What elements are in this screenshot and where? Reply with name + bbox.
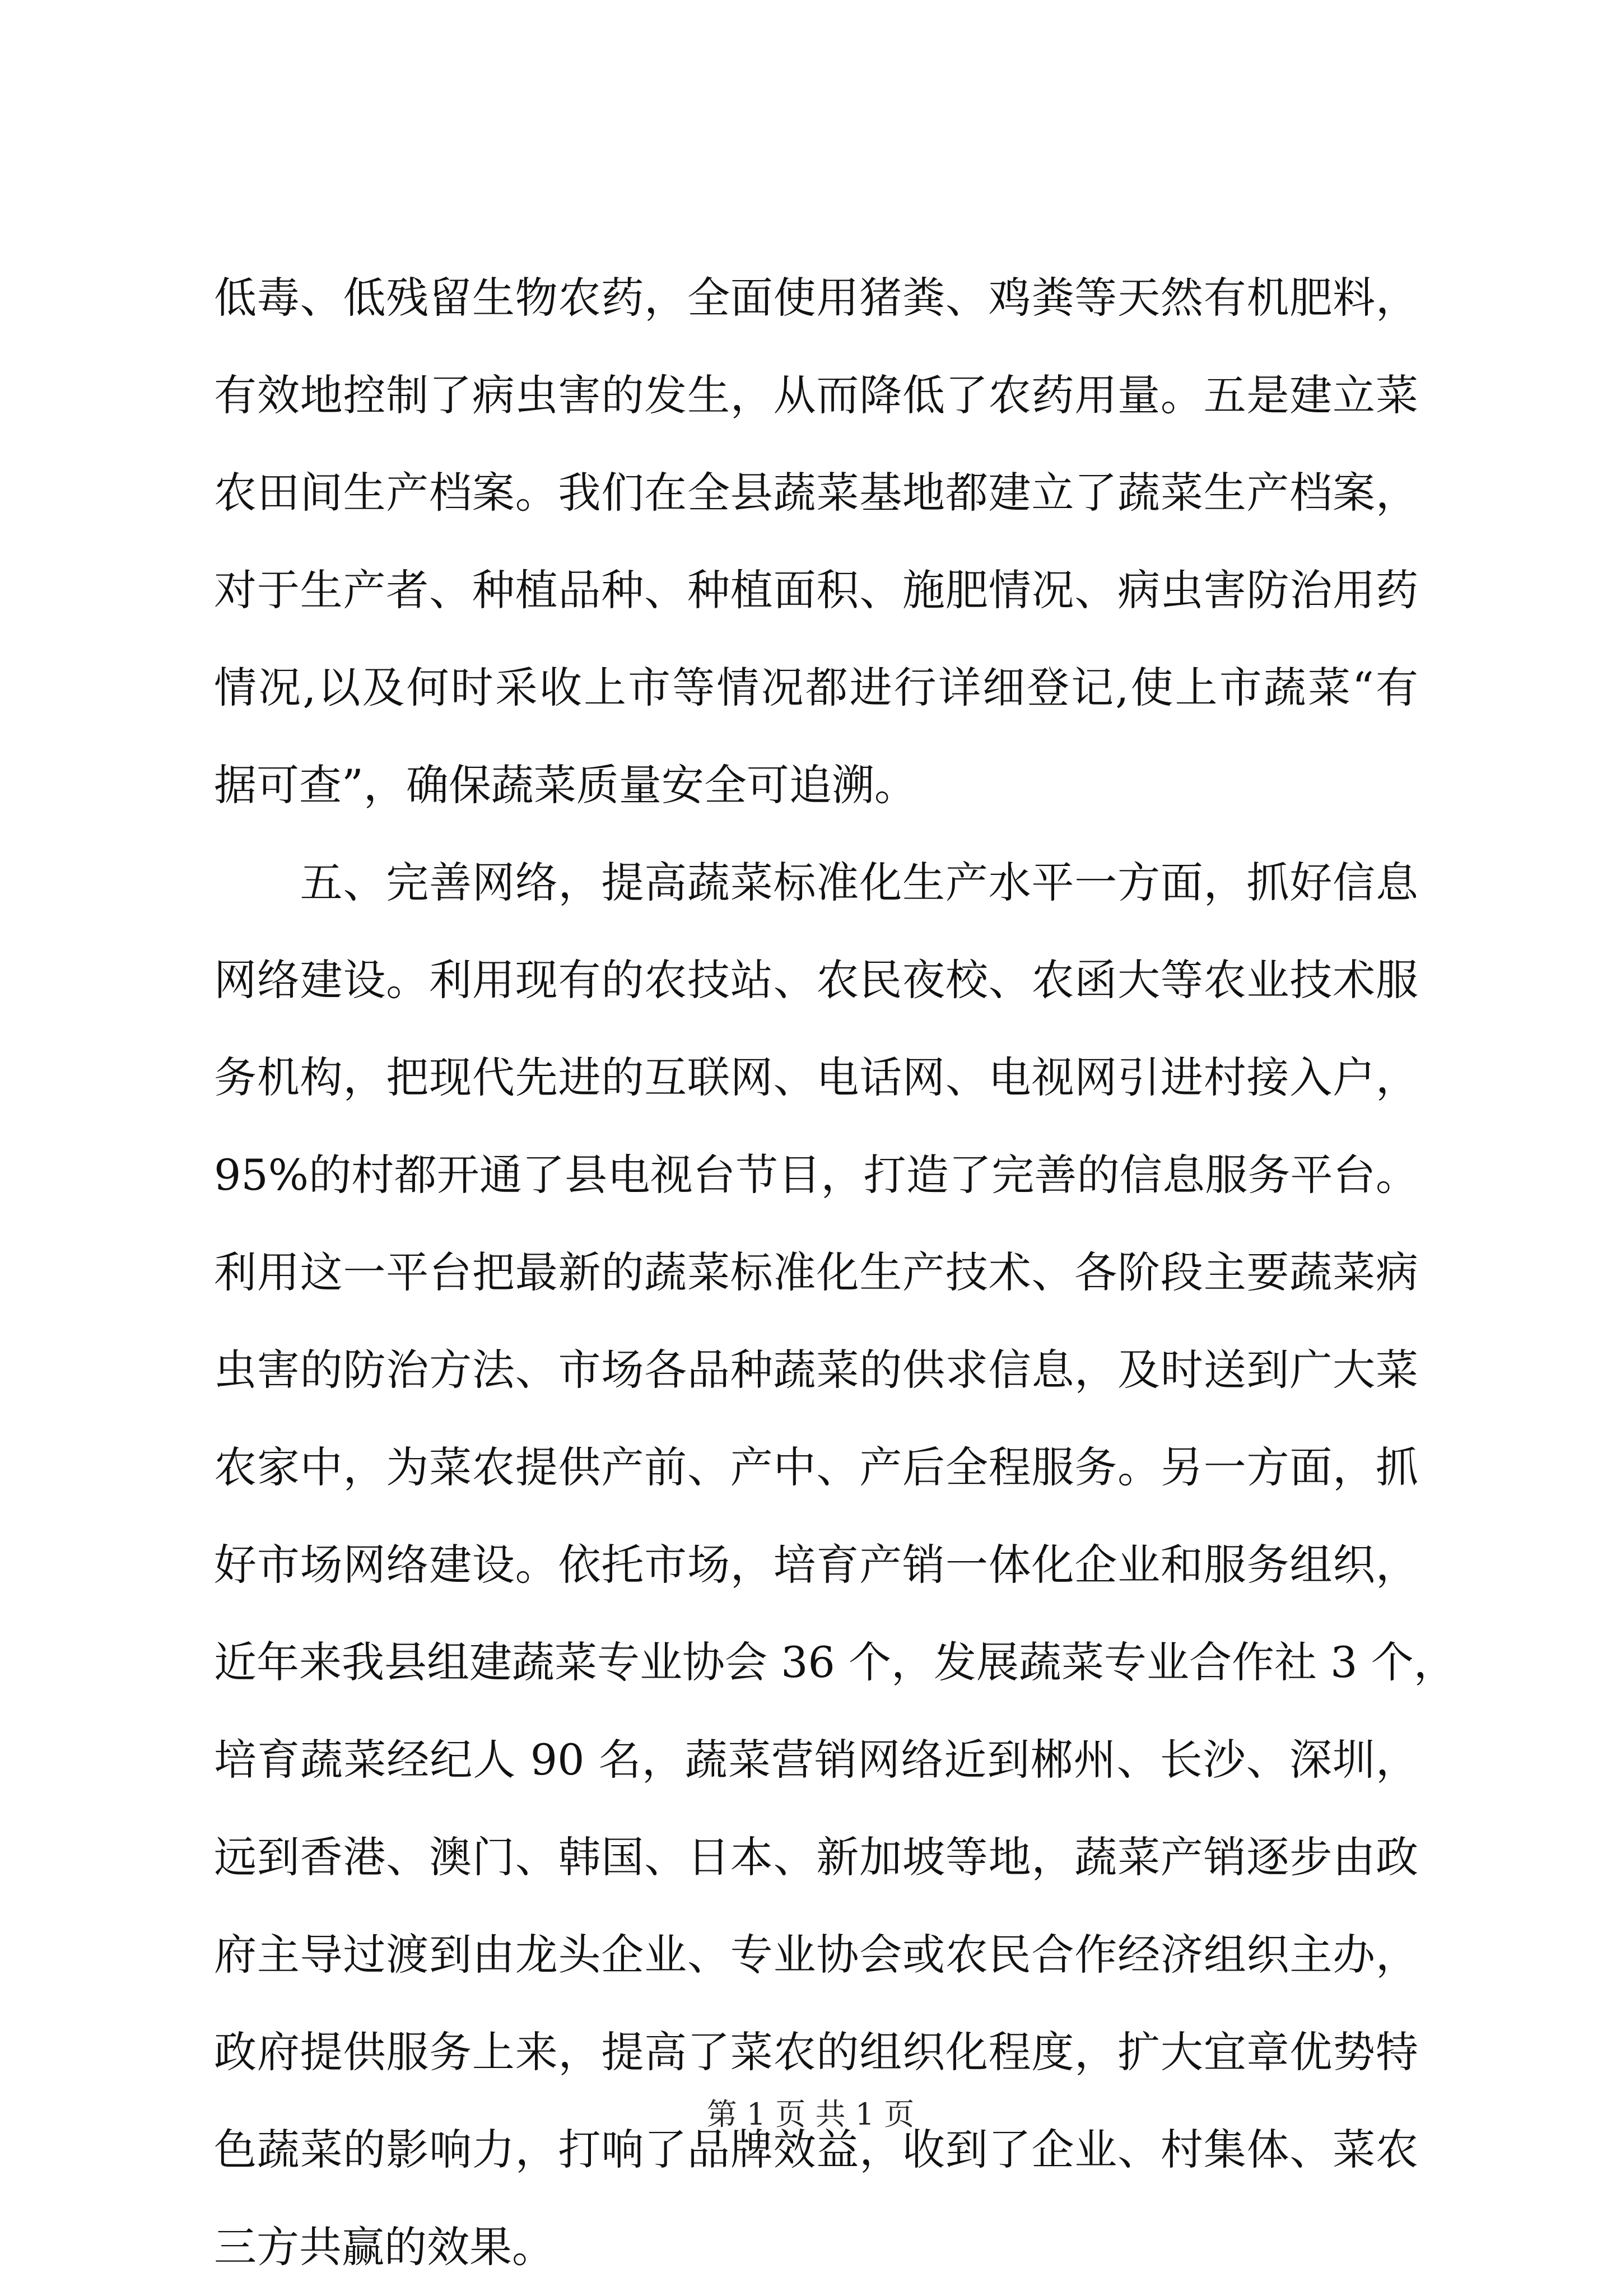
text-line: 低毒、低残留生物农药，全面使用猪粪、鸡粪等天然有机肥料， — [214, 273, 1418, 323]
paragraph-1 — [214, 249, 1418, 834]
text-line: 务机构，把现代先进的互联网、电话网、电视网引进村接入户， — [214, 1052, 1418, 1102]
text-line: 虫害的防治方法、市场各品种蔬菜的供求信息，及时送到广大菜 — [214, 1345, 1418, 1395]
text-line: 政府提供服务上来，提高了菜农的组织化程度，扩大宜章优势特 — [214, 2027, 1418, 2077]
document-body — [214, 249, 1456, 2296]
text-line: 据可查”，确保蔬菜质量安全可追溯。 — [214, 760, 917, 810]
text-line: 培育蔬菜经纪人 90 名，蔬菜营销网络近到郴州、长沙、深圳， — [214, 1735, 1418, 1785]
page-number-label: 第 1 页 共 1 页 — [706, 2097, 915, 2132]
text-line: 网络建设。利用现有的农技站、农民夜校、农函大等农业技术服 — [214, 955, 1418, 1005]
text-line: 三方共赢的效果。 — [214, 2222, 555, 2272]
text-line: 情况,以及何时采收上市等情况都进行详细登记,使上市蔬菜“有 — [214, 663, 1418, 712]
text-line: 有效地控制了病虫害的发生，从而降低了农药用量。五是建立菜 — [214, 370, 1418, 420]
text-line: 五、完善网络，提高蔬菜标准化生产水平一方面，抓好信息 — [214, 858, 1418, 907]
text-line: 好市场网络建设。依托市场，培育产销一体化企业和服务组织， — [214, 1540, 1418, 1590]
text-line: 农田间生产档案。我们在全县蔬菜基地都建立了蔬菜生产档案， — [214, 468, 1418, 518]
paragraph-2 — [214, 834, 1456, 2296]
text-line: 95%的村都开通了县电视台节目，打造了完善的信息服务平台。 — [214, 1150, 1418, 1200]
text-line: 色蔬菜的影响力，打响了品牌效益，收到了企业、村集体、菜农 — [214, 2125, 1418, 2174]
text-line: 利用这一平台把最新的蔬菜标准化生产技术、各阶段主要蔬菜病 — [214, 1247, 1418, 1297]
text-line: 远到香港、澳门、韩国、日本、新加坡等地，蔬菜产销逐步由政 — [214, 1832, 1418, 1882]
text-line: 对于生产者、种植品种、种植面积、施肥情况、病虫害防治用药 — [214, 565, 1418, 615]
text-line: 农家中，为菜农提供产前、产中、产后全程服务。另一方面，抓 — [214, 1442, 1418, 1492]
text-line: 近年来我县组建蔬菜专业协会 36 个，发展蔬菜专业合作社 3 个， — [214, 1637, 1456, 1687]
page-footer — [0, 2092, 1621, 2137]
text-line: 府主导过渡到由龙头企业、专业协会或农民合作经济组织主办， — [214, 1930, 1418, 1980]
